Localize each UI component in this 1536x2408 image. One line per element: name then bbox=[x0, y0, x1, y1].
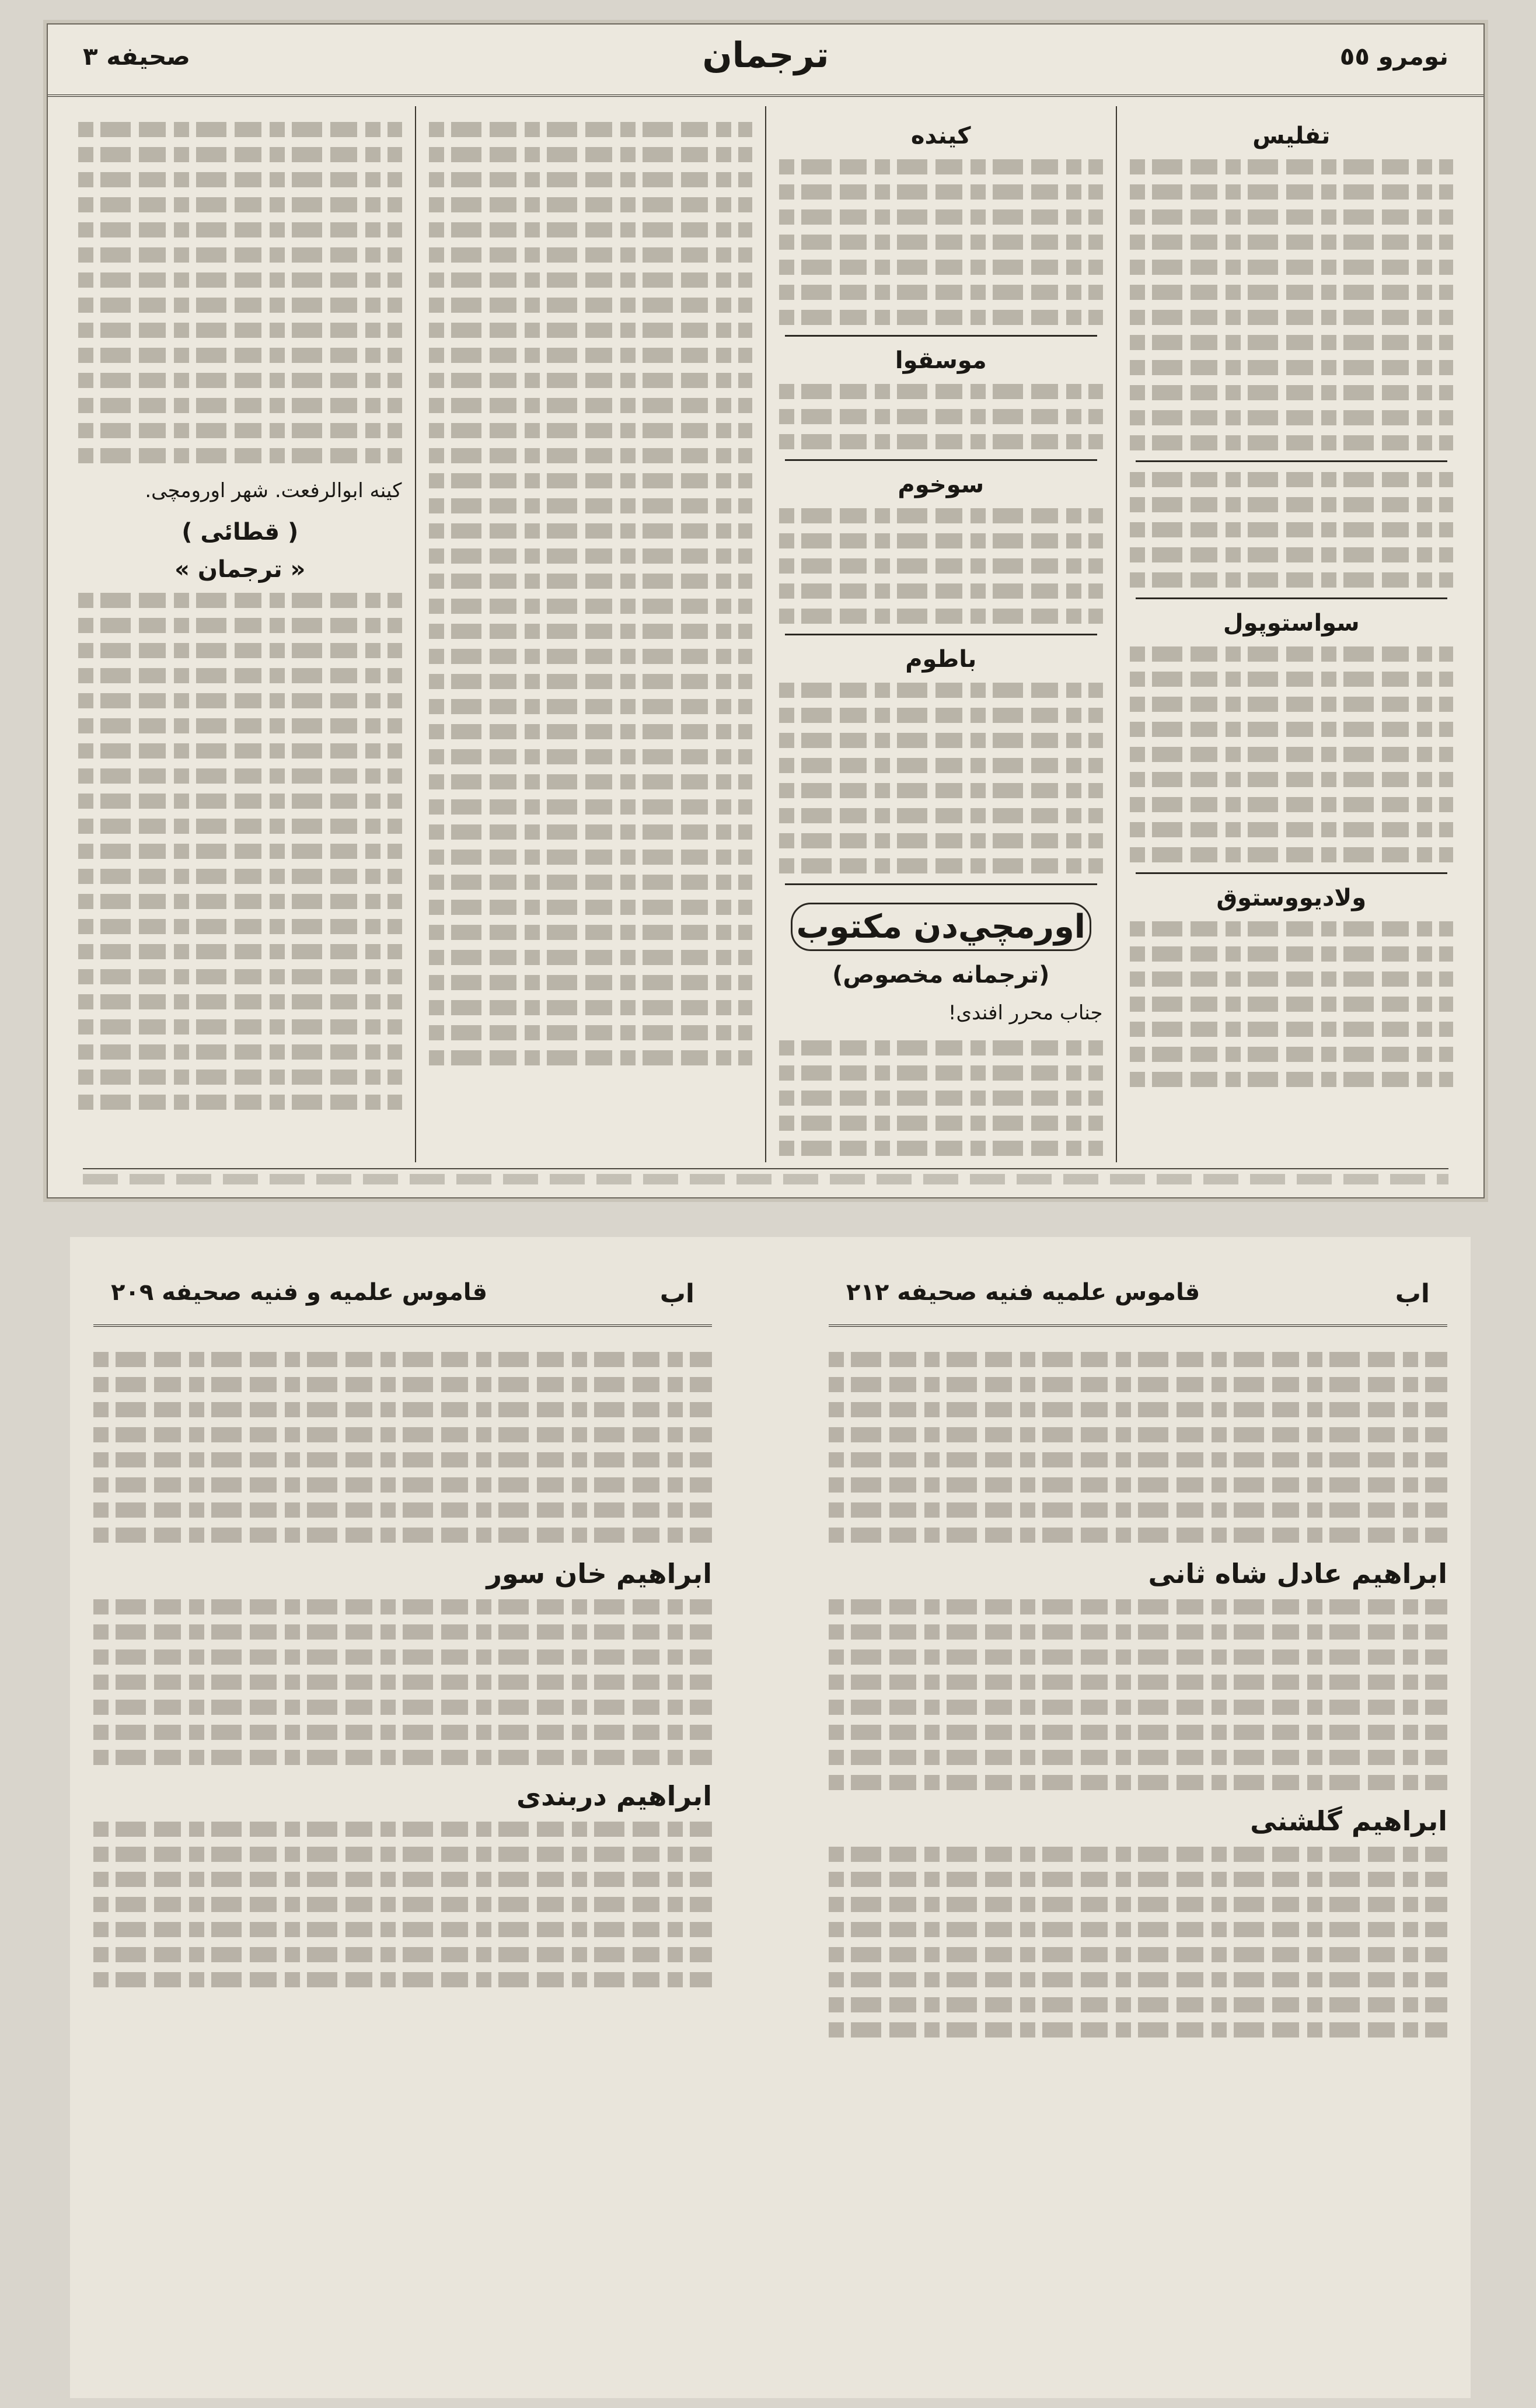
text-line bbox=[1130, 1022, 1454, 1037]
text-line bbox=[78, 869, 402, 884]
text-line bbox=[429, 348, 753, 363]
text-line bbox=[429, 649, 753, 664]
text-line bbox=[78, 969, 402, 984]
column-1 bbox=[1116, 106, 1467, 1162]
text-line bbox=[779, 833, 1103, 848]
text-line bbox=[93, 1377, 712, 1392]
text-line bbox=[1130, 260, 1454, 275]
page-header bbox=[48, 25, 1483, 97]
text-line bbox=[1130, 971, 1454, 987]
text-line bbox=[779, 184, 1103, 200]
text-line bbox=[829, 1452, 1447, 1467]
dictionary-header-left bbox=[93, 1272, 712, 1327]
text-line bbox=[78, 894, 402, 909]
text-line bbox=[78, 668, 402, 683]
page-number: صحيفه ٣ bbox=[83, 42, 190, 71]
text-line bbox=[1130, 385, 1454, 400]
text-line bbox=[78, 593, 402, 608]
text-line bbox=[429, 423, 753, 438]
section-heading: ولاديووستوق bbox=[1216, 885, 1367, 911]
text-line bbox=[93, 1502, 712, 1518]
text-line bbox=[779, 558, 1103, 574]
text-line bbox=[93, 1822, 712, 1837]
text-line bbox=[429, 925, 753, 940]
text-line bbox=[1130, 497, 1454, 512]
text-line bbox=[1130, 921, 1454, 936]
text-line bbox=[829, 1922, 1447, 1937]
signature: كينه ابوالرفعت. شهر اورومچى. bbox=[145, 479, 402, 502]
divider bbox=[1136, 872, 1448, 874]
text-line bbox=[78, 348, 402, 363]
text-line bbox=[93, 1872, 712, 1887]
text-line bbox=[78, 1070, 402, 1085]
text-line bbox=[429, 624, 753, 639]
dictionary-entry-heading: ابراهيم عادل شاه ثانى bbox=[1148, 1558, 1447, 1589]
text-line bbox=[429, 900, 753, 915]
text-line bbox=[829, 1775, 1447, 1790]
text-line bbox=[779, 409, 1103, 424]
text-line bbox=[429, 799, 753, 815]
news-columns bbox=[65, 106, 1466, 1162]
text-line bbox=[779, 285, 1103, 300]
text-line bbox=[93, 1947, 712, 1962]
text-line bbox=[779, 758, 1103, 773]
text-line bbox=[78, 147, 402, 162]
text-line bbox=[93, 1477, 712, 1493]
text-line bbox=[1130, 672, 1454, 687]
dictionary-right-title: قاموس علميه فنيه صحيفه ٢١٢ bbox=[846, 1279, 1200, 1306]
text-line bbox=[78, 844, 402, 859]
text-line bbox=[93, 1750, 712, 1765]
text-line bbox=[429, 247, 753, 263]
text-line bbox=[779, 808, 1103, 823]
text-line bbox=[779, 783, 1103, 798]
divider bbox=[1136, 597, 1448, 599]
text-line bbox=[779, 384, 1103, 399]
text-line bbox=[429, 172, 753, 187]
dictionary-column-left bbox=[93, 1342, 712, 2386]
text-line bbox=[1130, 946, 1454, 962]
text-line bbox=[1130, 572, 1454, 588]
text-line bbox=[1130, 360, 1454, 375]
masthead-title: ترجمان bbox=[702, 35, 829, 76]
text-line bbox=[78, 643, 402, 658]
newspaper-page bbox=[47, 23, 1485, 1198]
text-line bbox=[78, 298, 402, 313]
text-line bbox=[78, 398, 402, 413]
text-line bbox=[829, 1750, 1447, 1765]
text-line bbox=[829, 1477, 1447, 1493]
text-line bbox=[779, 310, 1103, 325]
divider bbox=[785, 634, 1097, 635]
text-line bbox=[93, 1897, 712, 1912]
text-line bbox=[779, 1065, 1103, 1081]
text-line bbox=[429, 222, 753, 237]
text-line bbox=[1130, 235, 1454, 250]
text-line bbox=[93, 1452, 712, 1467]
text-line bbox=[429, 323, 753, 338]
text-line bbox=[429, 574, 753, 589]
text-line bbox=[78, 1019, 402, 1035]
text-line bbox=[829, 1528, 1447, 1543]
text-line bbox=[429, 298, 753, 313]
dictionary-entry-heading: ابراهيم خان سور bbox=[486, 1558, 712, 1589]
text-line bbox=[93, 1847, 712, 1862]
text-line bbox=[93, 1700, 712, 1715]
text-line bbox=[779, 708, 1103, 723]
text-line bbox=[93, 1972, 712, 1987]
text-line bbox=[779, 1116, 1103, 1131]
text-line bbox=[429, 398, 753, 413]
text-line bbox=[1130, 847, 1454, 862]
text-line bbox=[779, 159, 1103, 174]
text-line bbox=[93, 1675, 712, 1690]
section-heading: تفليس bbox=[1252, 123, 1331, 149]
text-line bbox=[829, 1972, 1447, 1987]
text-line bbox=[1130, 435, 1454, 450]
text-line bbox=[779, 434, 1103, 449]
text-line bbox=[78, 122, 402, 137]
text-line bbox=[78, 423, 402, 438]
dictionary-entry-heading: ابراهيم دربندى bbox=[516, 1780, 712, 1812]
divider bbox=[1136, 460, 1448, 462]
text-line bbox=[93, 1402, 712, 1417]
text-line bbox=[779, 260, 1103, 275]
text-line bbox=[1130, 472, 1454, 487]
text-line bbox=[829, 1997, 1447, 2012]
text-line bbox=[429, 699, 753, 714]
text-line bbox=[78, 1095, 402, 1110]
text-line bbox=[1130, 310, 1454, 325]
section-heading: باطوم bbox=[905, 646, 977, 673]
text-line bbox=[78, 197, 402, 212]
text-line bbox=[829, 1675, 1447, 1690]
section-heading: موسقوا bbox=[895, 347, 987, 374]
text-line bbox=[429, 950, 753, 965]
text-line bbox=[1130, 209, 1454, 225]
divider bbox=[785, 335, 1097, 337]
text-line bbox=[78, 743, 402, 759]
text-line bbox=[429, 147, 753, 162]
section-heading: سوخوم bbox=[898, 471, 985, 498]
section-heading: كينده bbox=[910, 123, 971, 149]
text-line bbox=[78, 1044, 402, 1060]
text-line bbox=[93, 1922, 712, 1937]
text-line bbox=[779, 583, 1103, 599]
text-line bbox=[829, 1624, 1447, 1640]
text-line bbox=[78, 272, 402, 288]
text-line bbox=[78, 172, 402, 187]
footer-imprint bbox=[83, 1174, 1448, 1184]
letter-subtitle: (ترجمانه مخصوص) bbox=[832, 962, 1050, 988]
text-line bbox=[429, 850, 753, 865]
text-line bbox=[429, 373, 753, 388]
text-line bbox=[1130, 772, 1454, 787]
text-line bbox=[93, 1599, 712, 1614]
text-line bbox=[429, 548, 753, 564]
column-4 bbox=[65, 106, 415, 1162]
text-line bbox=[1130, 697, 1454, 712]
issue-number: نومرو ٥٥ bbox=[1339, 42, 1448, 71]
text-line bbox=[78, 919, 402, 934]
divider bbox=[785, 459, 1097, 461]
dictionary-left-title: قاموس علميه و فنيه صحيفه ٢٠٩ bbox=[111, 1279, 488, 1306]
text-line bbox=[93, 1725, 712, 1740]
text-line bbox=[1130, 997, 1454, 1012]
text-line bbox=[779, 683, 1103, 698]
text-line bbox=[429, 975, 753, 990]
text-line bbox=[429, 824, 753, 840]
text-line bbox=[829, 1872, 1447, 1887]
text-line bbox=[779, 235, 1103, 250]
column-2 bbox=[765, 106, 1116, 1162]
text-line bbox=[829, 1427, 1447, 1442]
text-line bbox=[1130, 184, 1454, 200]
text-line bbox=[429, 473, 753, 488]
text-line bbox=[429, 272, 753, 288]
text-line bbox=[829, 2022, 1447, 2037]
text-line bbox=[429, 599, 753, 614]
text-line bbox=[829, 1599, 1447, 1614]
text-line bbox=[1130, 1072, 1454, 1087]
text-line bbox=[779, 533, 1103, 548]
text-line bbox=[78, 448, 402, 463]
section-heading: سواستوپول bbox=[1223, 610, 1360, 637]
page-footer bbox=[83, 1168, 1448, 1193]
text-line bbox=[779, 209, 1103, 225]
text-line bbox=[1130, 159, 1454, 174]
text-line bbox=[779, 508, 1103, 523]
text-line bbox=[93, 1528, 712, 1543]
divider bbox=[785, 883, 1097, 885]
text-line bbox=[1130, 285, 1454, 300]
text-line bbox=[78, 994, 402, 1009]
dictionary-column-right bbox=[829, 1342, 1447, 2386]
text-line bbox=[93, 1649, 712, 1665]
text-line bbox=[429, 774, 753, 789]
text-line bbox=[429, 523, 753, 539]
text-line bbox=[78, 247, 402, 263]
text-line bbox=[93, 1427, 712, 1442]
text-line bbox=[93, 1352, 712, 1367]
text-line bbox=[429, 197, 753, 212]
text-line bbox=[1130, 822, 1454, 837]
text-line bbox=[779, 1091, 1103, 1106]
text-line bbox=[429, 448, 753, 463]
dictionary-left-label: اب bbox=[659, 1279, 694, 1309]
dictionary-page bbox=[70, 1237, 1471, 2398]
text-line bbox=[779, 609, 1103, 624]
column-3 bbox=[415, 106, 766, 1162]
text-line bbox=[829, 1377, 1447, 1392]
text-line bbox=[429, 1000, 753, 1015]
text-line bbox=[1130, 522, 1454, 537]
text-line bbox=[429, 724, 753, 739]
dictionary-header-right bbox=[829, 1272, 1447, 1327]
text-line bbox=[779, 1040, 1103, 1056]
dictionary-entry-heading: ابراهيم گلشنى bbox=[1250, 1805, 1447, 1837]
text-line bbox=[78, 768, 402, 784]
signature-name: ( قطائى ) bbox=[181, 519, 299, 546]
text-line bbox=[829, 1649, 1447, 1665]
text-line bbox=[429, 674, 753, 689]
text-line bbox=[78, 944, 402, 959]
text-line bbox=[829, 1947, 1447, 1962]
letter-title: اورمچي‌دن مكتوب bbox=[791, 903, 1091, 951]
text-line bbox=[779, 1141, 1103, 1156]
text-line bbox=[429, 1050, 753, 1065]
text-line bbox=[78, 693, 402, 708]
text-line bbox=[1130, 547, 1454, 562]
text-line bbox=[1130, 722, 1454, 737]
text-line bbox=[78, 794, 402, 809]
dictionary-right-label: اب bbox=[1395, 1279, 1430, 1309]
text-line bbox=[829, 1725, 1447, 1740]
text-line bbox=[78, 618, 402, 633]
letter-salutation: جناب محرر افندى! bbox=[948, 1001, 1103, 1025]
text-line bbox=[1130, 1047, 1454, 1062]
text-line bbox=[829, 1700, 1447, 1715]
text-line bbox=[1130, 646, 1454, 662]
text-line bbox=[429, 498, 753, 513]
section-heading: « ترجمان » bbox=[174, 556, 306, 583]
text-line bbox=[429, 749, 753, 764]
text-line bbox=[429, 1025, 753, 1040]
text-line bbox=[1130, 335, 1454, 350]
text-line bbox=[78, 323, 402, 338]
text-line bbox=[829, 1502, 1447, 1518]
text-line bbox=[1130, 410, 1454, 425]
text-line bbox=[93, 1624, 712, 1640]
text-line bbox=[78, 373, 402, 388]
text-line bbox=[829, 1847, 1447, 1862]
text-line bbox=[1130, 797, 1454, 812]
text-line bbox=[829, 1897, 1447, 1912]
text-line bbox=[779, 858, 1103, 873]
text-line bbox=[829, 1402, 1447, 1417]
text-line bbox=[78, 718, 402, 733]
text-line bbox=[1130, 747, 1454, 762]
text-line bbox=[429, 122, 753, 137]
text-line bbox=[829, 1352, 1447, 1367]
text-line bbox=[78, 819, 402, 834]
text-line bbox=[429, 875, 753, 890]
text-line bbox=[779, 733, 1103, 748]
text-line bbox=[78, 222, 402, 237]
